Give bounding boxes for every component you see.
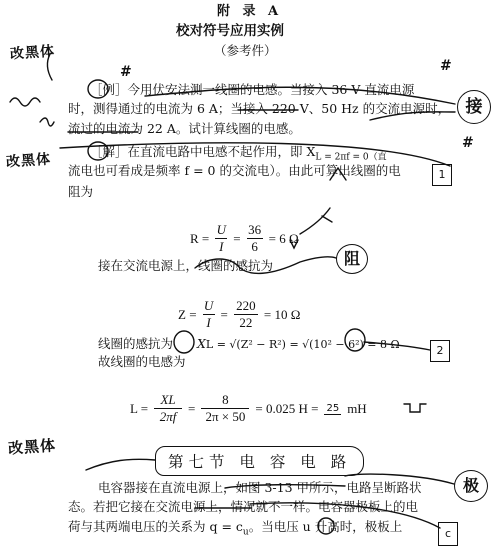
paragraph2-line2: 流电也可看成是频率 f = 0 的交流电）。由此可算出线圈的电 (68, 163, 401, 178)
eq1-rhs: = 6 Ω (268, 230, 299, 246)
eq3-num1: XL (160, 392, 176, 407)
margin-circle-resistance: 阻 (336, 244, 368, 274)
paragraph5-line3 (68, 519, 402, 541)
space-mark-icon: # (440, 58, 452, 74)
eq2-frac2 (234, 298, 258, 331)
margin-box-3: c (438, 522, 458, 546)
connector-line (86, 459, 155, 470)
eq1-frac1 (215, 222, 227, 255)
appendix-note: （参考件） (214, 43, 277, 58)
paragraph4-line1 (98, 336, 400, 353)
paragraph4-label: 线圈的感抗为 (98, 336, 174, 351)
paragraph4-line2: 故线圈的电感为 (98, 354, 186, 369)
eq3-handwritten-value: 25 (326, 402, 340, 414)
paragraph5-line3-text: 荷与其两端电压的关系为 q = c (68, 519, 243, 534)
paragraph1-line2: 时，测得通过的电流为 6 A；当接入 220 V、50 Hz 的交流电源时， (68, 101, 451, 116)
eq2-den1: I (206, 315, 211, 330)
wavy-mark-icon (40, 118, 54, 126)
equation-resistance (190, 222, 299, 255)
equation-inductance (130, 392, 367, 425)
eq1-num1: U (216, 222, 226, 237)
paragraph4-formula: L = √(Z² − R²) = √(10² − 6²) = 8 Ω (205, 338, 400, 351)
eq2-lhs: Z = (178, 306, 197, 322)
insert-mark-icon (300, 208, 332, 234)
equation-impedance (178, 298, 300, 331)
eq1-eq: = (233, 230, 241, 246)
eq3-unit: mH (347, 400, 367, 416)
appendix-title: 附 录 A (217, 4, 283, 19)
appendix-subtitle: 校对符号应用实例 (176, 23, 284, 39)
eq3-den2: 2π × 50 (205, 409, 246, 424)
paragraph2-line3: 阻为 (68, 184, 94, 199)
margin-circle-pole: 极 (454, 470, 488, 502)
paragraph5-line3-end: 。当电压 u 升高时，极板上 (248, 519, 403, 534)
section-title: 第七节 电 容 电 路 (155, 446, 364, 476)
paragraph1-line1: ［例］今用伏安法测一线圈的电感。当接入 36 V 直流电源 (90, 82, 415, 97)
margin-note-bold-2: 改黑体 (5, 151, 52, 171)
eq1-lhs: R = (190, 230, 210, 246)
paragraph1-line3: 流过的电流为 22 A。试计算线圈的电感。 (68, 121, 301, 136)
paragraph2-line1-text: ［解］在直流电路中电感不起作用，即 X (90, 144, 316, 159)
wavy-mark-icon (10, 98, 40, 106)
eq2-num1: U (203, 298, 214, 313)
margin-box-2: 2 (430, 340, 450, 362)
eq1-num2: 36 (248, 222, 262, 237)
eq3-num2: 8 (222, 392, 229, 407)
box-mark-icon (404, 404, 426, 412)
eq3-eq: = (188, 400, 196, 416)
paragraph2-line1-sub: L = 2πf = 0（直 (315, 152, 387, 163)
eq1-den1: I (219, 239, 224, 254)
eq2-num2: 220 (236, 298, 256, 313)
paragraph5-line1: 电容器接在直流电源上，如图 3-13 甲所示，电路呈断路状 (98, 480, 422, 495)
eq2-den2: 22 (239, 315, 253, 330)
eq2-eq: = (220, 306, 228, 322)
eq3-frac1 (154, 392, 182, 425)
paragraph5-line3-sub: u (242, 527, 249, 538)
eq3-frac2 (201, 392, 249, 425)
eq3-rhs: = 0.025 H = (255, 400, 319, 416)
margin-circle-connect: 接 (457, 90, 491, 124)
margin-note-bold-3: 改黑体 (7, 436, 57, 458)
space-mark-icon: # (462, 135, 474, 151)
margin-note-bold-1: 改黑体 (9, 43, 56, 63)
eq2-rhs: = 10 Ω (263, 306, 301, 322)
eq3-den1: 2πf (159, 409, 177, 424)
eq1-den2: 6 (251, 239, 258, 254)
paragraph3-line1: 接在交流电源上，线圈的感抗为 (98, 258, 274, 273)
eq2-frac1 (203, 298, 215, 331)
eq1-frac2 (247, 222, 263, 255)
space-mark-icon: # (120, 64, 132, 80)
paragraph5-line2: 态。若把它接在交流电源上，情况就不一样。电容器极板上的电 (68, 499, 419, 514)
paragraph4-var: X (197, 336, 206, 351)
margin-box-1: 1 (432, 164, 452, 186)
eq3-lhs: L = (130, 400, 149, 416)
